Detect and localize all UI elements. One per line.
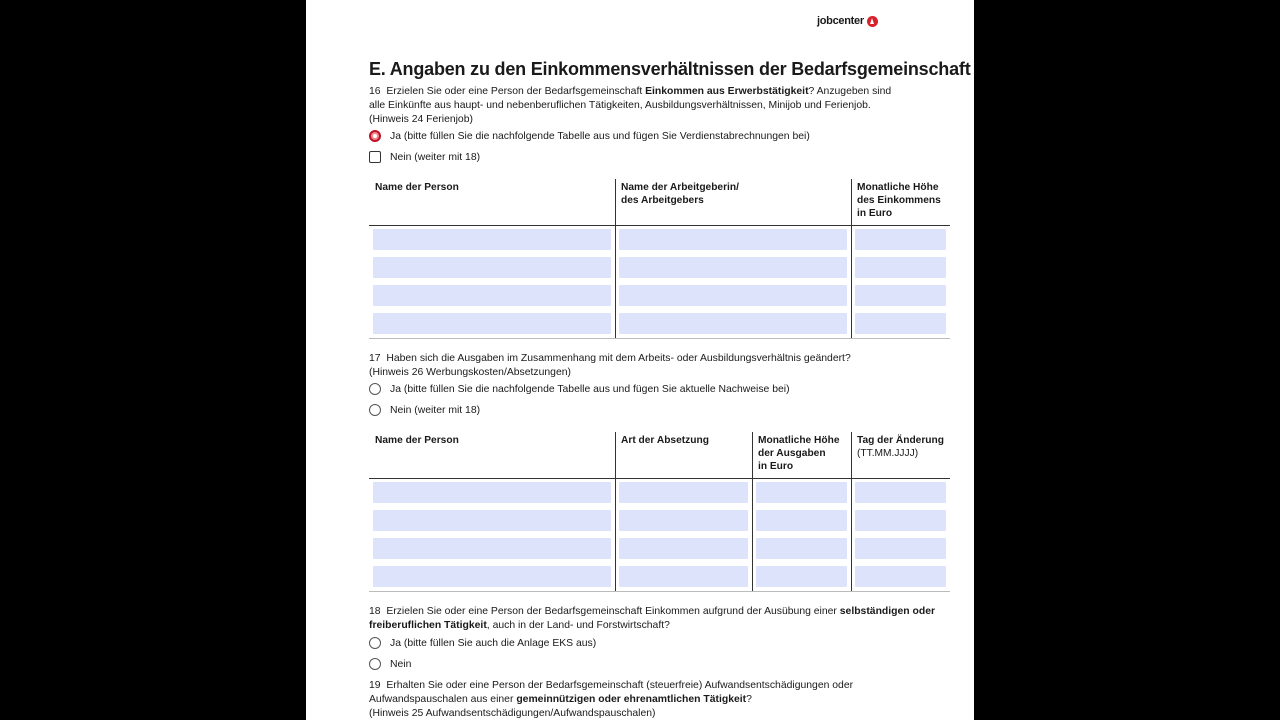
input-expenses[interactable]: [756, 482, 847, 503]
question-text: ?: [746, 694, 752, 705]
question-18: [369, 605, 949, 633]
input-change-date[interactable]: [855, 566, 946, 587]
question-text: , auch in der Land- und Forstwirtschaft?: [486, 620, 670, 631]
table-bottom-rule: [369, 591, 950, 592]
header-name-person: Name der Person: [375, 435, 459, 446]
question-text-line2: alle Einkünfte aus haupt- und nebenberuflichen Tätigkeiten, Ausbildungsverhältnissen, Minijob und Ferienjob.: [369, 100, 871, 111]
option-label: Ja (bitte füllen Sie die nachfolgende Tabelle aus und fügen Sie aktuelle Nachweise bei): [390, 383, 790, 395]
header-line: der Ausgaben: [758, 448, 826, 459]
header-line: (TT.MM.JJJJ): [857, 448, 919, 459]
question-text: Erhalten Sie oder eine Person der Bedarfsgemeinschaft (steuerfreie) Aufwandsentschädigungen oder: [386, 680, 854, 691]
radio-selected-icon[interactable]: [369, 130, 381, 142]
question-hint: (Hinweis 24 Ferienjob): [369, 114, 473, 125]
input-name-person[interactable]: [373, 257, 611, 278]
question-text-bold: Einkommen aus Erwerbstätigkeit: [645, 86, 809, 97]
jobcenter-logo: [817, 15, 878, 27]
header-name-person: Name der Person: [375, 182, 459, 193]
input-change-date[interactable]: [855, 510, 946, 531]
column-divider: [752, 432, 753, 592]
question-16: [369, 85, 949, 127]
input-name-person[interactable]: [373, 538, 611, 559]
header-line: des Einkommens: [857, 195, 941, 206]
income-table: [369, 179, 950, 339]
q16-option-no[interactable]: [369, 151, 480, 163]
input-deduction-type[interactable]: [619, 566, 748, 587]
header-line: Tag der Änderung: [857, 435, 944, 446]
input-deduction-type[interactable]: [619, 538, 748, 559]
input-income[interactable]: [855, 229, 946, 250]
input-employer[interactable]: [619, 229, 847, 250]
input-employer[interactable]: [619, 285, 847, 306]
input-deduction-type[interactable]: [619, 510, 748, 531]
radio-icon[interactable]: [369, 637, 381, 649]
input-name-person[interactable]: [373, 566, 611, 587]
question-text: Erzielen Sie oder eine Person der Bedarfsgemeinschaft Einkommen aufgrund der Ausübung einer: [386, 606, 840, 617]
input-expenses[interactable]: [756, 538, 847, 559]
question-text-bold: freiberuflichen Tätigkeit: [369, 620, 487, 631]
question-text: Erzielen Sie oder eine Person der Bedarfsgemeinschaft: [386, 86, 646, 97]
header-line: des Arbeitgebers: [621, 195, 704, 206]
question-hint: (Hinweis 26 Werbungskosten/Absetzungen): [369, 367, 571, 378]
logo-mark-icon: [867, 16, 878, 27]
question-19: [369, 679, 949, 720]
question-17: [369, 352, 949, 380]
question-text: Haben sich die Ausgaben im Zusammenhang mit dem Arbeits- oder Ausbildungsverhältnis geändert?: [386, 353, 851, 364]
input-income[interactable]: [855, 285, 946, 306]
header-employer: [615, 181, 851, 207]
header-monthly-income: [851, 181, 950, 220]
header-line: Name der Arbeitgeberin/: [621, 182, 739, 193]
column-divider: [615, 179, 616, 339]
input-expenses[interactable]: [756, 510, 847, 531]
question-text: Aufwandspauschalen aus einer: [369, 694, 517, 705]
radio-icon[interactable]: [369, 658, 381, 670]
question-number: 19: [369, 680, 381, 691]
question-number: 17: [369, 353, 381, 364]
column-divider: [615, 432, 616, 592]
question-text-bold: selbständigen oder: [839, 606, 936, 617]
input-name-person[interactable]: [373, 229, 611, 250]
header-line: in Euro: [857, 208, 893, 219]
radio-icon[interactable]: [369, 383, 381, 395]
table-bottom-rule: [369, 338, 950, 339]
input-change-date[interactable]: [855, 538, 946, 559]
column-divider: [851, 179, 852, 339]
option-label: Ja (bitte füllen Sie auch die Anlage EKS aus): [390, 637, 597, 649]
question-number: 18: [369, 606, 381, 617]
input-income[interactable]: [855, 313, 946, 334]
question-text-bold: gemeinnützigen oder ehrenamtlichen Tätigkeit: [516, 694, 747, 705]
q18-option-yes[interactable]: [369, 637, 596, 649]
input-deduction-type[interactable]: [619, 482, 748, 503]
radio-icon[interactable]: [369, 404, 381, 416]
header-rule: [369, 225, 950, 226]
radio-focused-icon[interactable]: [369, 151, 381, 163]
option-label: Nein: [390, 658, 412, 670]
question-number: 16: [369, 86, 381, 97]
option-label: Ja (bitte füllen Sie die nachfolgende Tabelle aus und fügen Sie Verdienstabrechnungen bei): [390, 130, 810, 142]
header-line: Monatliche Höhe: [758, 435, 840, 446]
input-income[interactable]: [855, 257, 946, 278]
q18-option-no[interactable]: [369, 658, 411, 670]
input-name-person[interactable]: [373, 510, 611, 531]
input-employer[interactable]: [619, 257, 847, 278]
question-hint: (Hinweis 25 Aufwandsentschädigungen/Aufwandspauschalen): [369, 708, 656, 719]
q16-option-yes[interactable]: [369, 130, 810, 142]
input-change-date[interactable]: [855, 482, 946, 503]
input-employer[interactable]: [619, 313, 847, 334]
input-name-person[interactable]: [373, 285, 611, 306]
q17-option-no[interactable]: [369, 404, 480, 416]
option-label: Nein (weiter mit 18): [390, 404, 481, 416]
input-name-person[interactable]: [373, 313, 611, 334]
header-line: Monatliche Höhe: [857, 182, 939, 193]
q17-option-yes[interactable]: [369, 383, 790, 395]
logo-text: jobcenter: [817, 15, 864, 27]
question-text: ? Anzugeben sind: [808, 86, 892, 97]
form-page: [306, 0, 974, 720]
header-deduction-type: Art der Absetzung: [621, 435, 709, 446]
column-divider: [851, 432, 852, 592]
input-name-person[interactable]: [373, 482, 611, 503]
expenses-table: [369, 432, 950, 592]
input-expenses[interactable]: [756, 566, 847, 587]
option-label: Nein (weiter mit 18): [390, 151, 481, 163]
header-change-date: [851, 434, 950, 460]
header-monthly-expenses: [752, 434, 851, 473]
header-rule: [369, 478, 950, 479]
header-line: in Euro: [758, 461, 794, 472]
section-title: E. Angaben zu den Einkommensverhältnissen der Bedarfsgemeinschaft: [369, 59, 971, 79]
